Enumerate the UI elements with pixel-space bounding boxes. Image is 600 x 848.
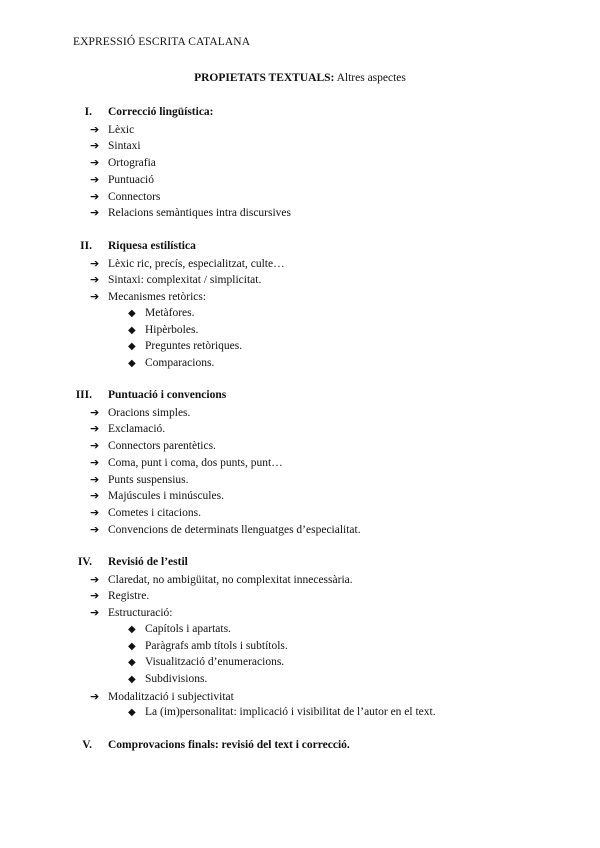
arrow-icon: ➔: [90, 522, 100, 536]
diamond-bullet-icon: ◆: [128, 657, 136, 669]
sub-list-item: [128, 673, 207, 685]
list-item-text: Relacions semàntiques intra discursives: [108, 207, 292, 220]
arrow-icon: ➔: [90, 455, 100, 469]
list-item: [90, 456, 283, 469]
list-item: [90, 690, 234, 703]
sub-list-item: [128, 307, 195, 319]
sub-list-item: [128, 623, 231, 635]
list-item-text: Majúscules i minúscules.: [108, 490, 224, 503]
document-header: EXPRESSIÓ ESCRITA CATALANA: [73, 36, 251, 48]
list-item: [90, 523, 361, 536]
list-item-text: Modalització i subjectivitat: [108, 690, 234, 703]
diamond-bullet-icon: ◆: [128, 307, 136, 319]
diamond-bullet-icon: ◆: [128, 357, 136, 369]
sub-list-item: [128, 340, 242, 352]
list-item-text: Sintaxi: complexitat / simplicitat.: [108, 274, 262, 287]
list-item: [90, 606, 173, 619]
arrow-icon: ➔: [90, 689, 100, 703]
diamond-bullet-icon: ◆: [128, 623, 136, 635]
section-number: V.: [82, 739, 92, 751]
list-item-text: Ortografia: [108, 157, 156, 170]
arrow-icon: ➔: [90, 273, 100, 287]
list-item-text: Lèxic: [108, 123, 135, 136]
section-title: Revisió de l’estil: [108, 556, 188, 568]
sub-list-item: [128, 640, 288, 652]
list-item: [90, 206, 291, 219]
sub-list-item-text: Capítols i apartats.: [145, 622, 231, 635]
arrow-icon: ➔: [90, 405, 100, 419]
list-item-text: Oracions simples.: [108, 406, 191, 419]
arrow-icon: ➔: [90, 139, 100, 153]
arrow-icon: ➔: [90, 172, 100, 186]
list-item: [90, 257, 285, 270]
list-item-text: Sintaxi: [108, 140, 141, 153]
title-rest: Altres aspectes: [334, 72, 406, 84]
title-main: PROPIETATS TEXTUALS:: [194, 72, 335, 84]
sub-list-item-text: Subdivisions.: [145, 672, 208, 685]
list-item: [90, 156, 156, 169]
list-item: [90, 123, 134, 136]
sub-list-item: [128, 324, 198, 336]
arrow-icon: ➔: [90, 489, 100, 503]
arrow-icon: ➔: [90, 505, 100, 519]
list-item-text: Connectors parentètics.: [108, 440, 216, 453]
diamond-bullet-icon: ◆: [128, 707, 136, 719]
sub-list-item-text: Preguntes retòriques.: [145, 340, 243, 353]
section-number: II.: [80, 240, 92, 252]
list-item: [90, 273, 261, 286]
arrow-icon: ➔: [90, 439, 100, 453]
sub-list-item-text: La (im)personalitat: implicació i visibilitat de l’autor en el text.: [145, 706, 436, 719]
sub-list-item-text: Metàfores.: [145, 306, 195, 319]
arrow-icon: ➔: [90, 472, 100, 486]
sub-list-item-text: Comparacions.: [145, 356, 215, 369]
list-item: [90, 190, 160, 203]
list-item-text: Punts suspensius.: [108, 473, 189, 486]
section-number: I.: [84, 106, 92, 118]
list-item-text: Puntuació: [108, 173, 154, 186]
sub-list-item: [128, 656, 284, 668]
arrow-icon: ➔: [90, 156, 100, 170]
sub-list-item-text: Hipèrboles.: [145, 323, 199, 336]
diamond-bullet-icon: ◆: [128, 341, 136, 353]
section-title: Puntuació i convencions: [108, 389, 227, 401]
list-item-text: Exclamació.: [108, 423, 166, 436]
list-item-text: Estructuració:: [108, 607, 173, 620]
list-item: [90, 489, 224, 502]
diamond-bullet-icon: ◆: [128, 673, 136, 685]
sub-list-item: [128, 357, 214, 369]
list-item: [90, 589, 149, 602]
list-item: [90, 473, 189, 486]
arrow-icon: ➔: [90, 422, 100, 436]
list-item: [90, 422, 165, 435]
document-title: [0, 72, 600, 84]
section-number: III.: [75, 389, 92, 401]
list-item: [90, 173, 154, 186]
list-item-text: Lèxic ric, precís, especialitzat, culte…: [108, 257, 285, 270]
arrow-icon: ➔: [90, 256, 100, 270]
list-item-text: Cometes i citacions.: [108, 506, 201, 519]
list-item: [90, 290, 206, 303]
arrow-icon: ➔: [90, 572, 100, 586]
list-item-text: Convencions de determinats llenguatges d’especialitat.: [108, 523, 361, 536]
sub-list-item: [128, 706, 436, 718]
section-title: Comprovacions finals: revisió del text i correcció.: [108, 739, 350, 751]
list-item-text: Claredat, no ambigüitat, no complexitat innecessària.: [108, 573, 353, 586]
section-number: IV.: [77, 556, 92, 568]
list-item: [90, 573, 353, 586]
list-item-text: Registre.: [108, 590, 150, 603]
arrow-icon: ➔: [90, 290, 100, 304]
sub-list-item-text: Visualització d’enumeracions.: [145, 656, 285, 669]
diamond-bullet-icon: ◆: [128, 640, 136, 652]
diamond-bullet-icon: ◆: [128, 324, 136, 336]
sub-list-item-text: Paràgrafs amb títols i subtítols.: [145, 639, 288, 652]
arrow-icon: ➔: [90, 589, 100, 603]
list-item: [90, 406, 190, 419]
arrow-icon: ➔: [90, 606, 100, 620]
list-item-text: Coma, punt i coma, dos punts, punt…: [108, 456, 283, 469]
section-title: Correcció lingüística:: [108, 106, 214, 118]
arrow-icon: ➔: [90, 122, 100, 136]
arrow-icon: ➔: [90, 189, 100, 203]
list-item: [90, 439, 216, 452]
list-item-text: Connectors: [108, 190, 161, 203]
list-item: [90, 139, 141, 152]
section-title: Riquesa estilística: [108, 240, 196, 252]
list-item: [90, 506, 201, 519]
list-item-text: Mecanismes retòrics:: [108, 291, 207, 304]
arrow-icon: ➔: [90, 206, 100, 220]
